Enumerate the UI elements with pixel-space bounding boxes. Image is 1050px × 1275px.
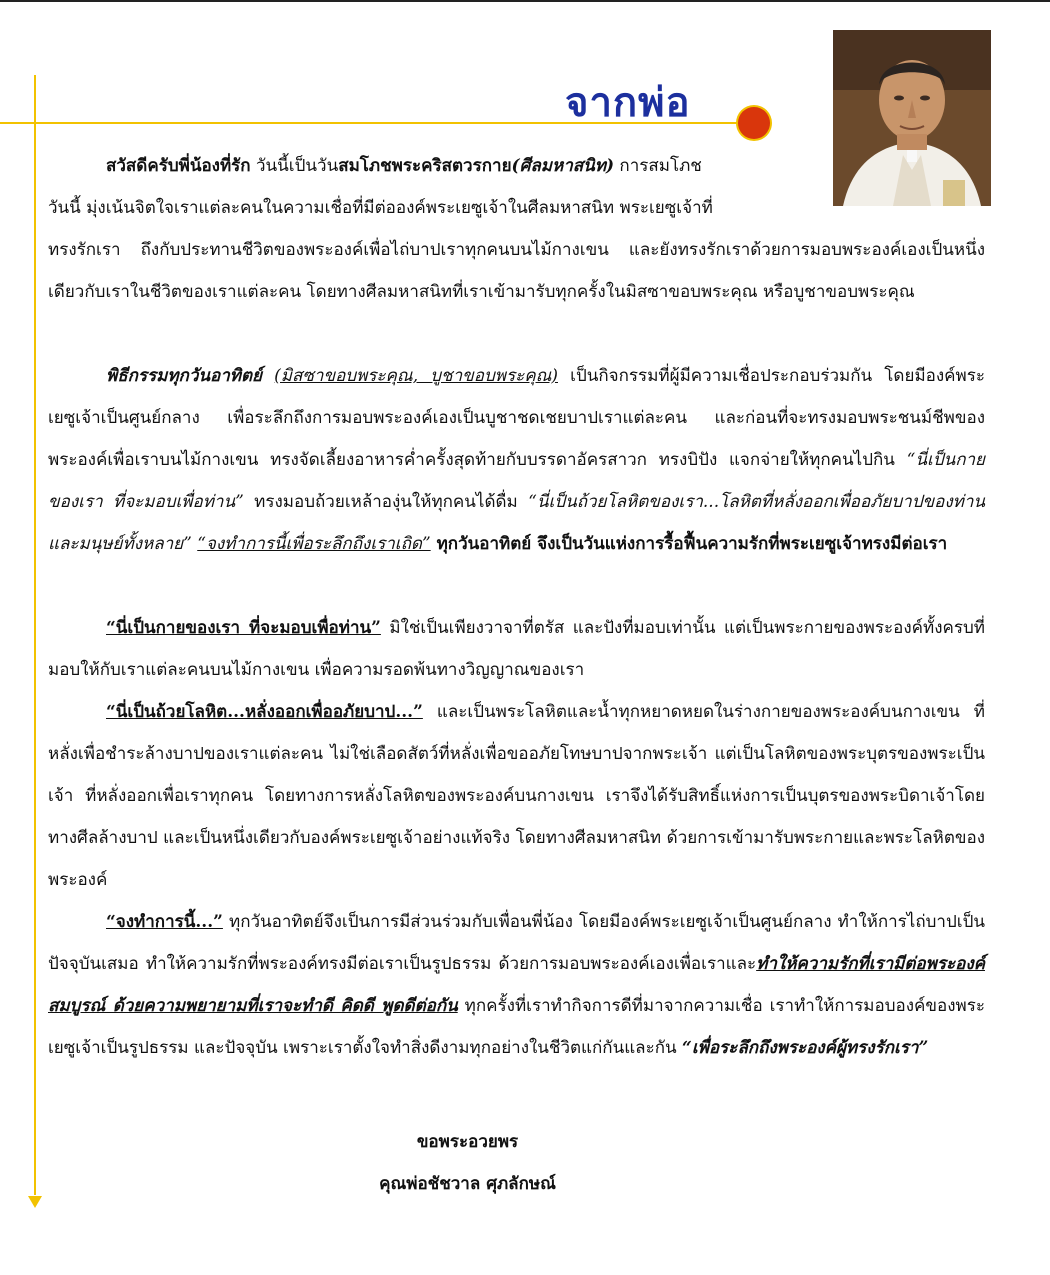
paragraph-5 bbox=[48, 901, 985, 1069]
p1-text-2: การสมโภช bbox=[614, 156, 702, 176]
paragraph-1 bbox=[48, 145, 985, 187]
p3-text-1: มิใช่เป็นเพียงวาจาที่ตรัส และปังที่มอบเท่านั้น แต่เป็นพระกายของพระองค์ทั้งครบที่มอบให้กับเราแต่ละคนบนไม้กางเขน เพื่อความรอดพ้นทางวิญญาณของเรา bbox=[48, 618, 985, 680]
paragraph-1-line-2 bbox=[48, 187, 828, 229]
blessing: ขอพระอวยพร bbox=[416, 1132, 519, 1152]
page-title: จากพ่อ bbox=[565, 80, 691, 126]
p1-text-1: วันนี้เป็นวัน bbox=[250, 156, 339, 176]
p2-text-3: ทุกวันอาทิตย์ จึงเป็นวันแห่งการรื้อฟื้นความรักที่พระเยซูเจ้าทรงมีต่อเรา bbox=[430, 534, 948, 554]
p2-lead: พิธีกรรมทุกวันอาทิตย์ bbox=[106, 366, 262, 386]
p2-quote-1: “นี่เป็นกายของเรา ที่จะมอบเพื่อท่าน” bbox=[48, 450, 985, 512]
p2-quote-2: “นี่เป็นถ้วยโลหิตของเรา...โลหิตที่หลั่งออกเพื่ออภัยบาปของท่าน และมนุษย์ทั้งหลาย” bbox=[48, 492, 985, 554]
p5-text-1: ทุกวันอาทิตย์จึงเป็นการมีส่วนร่วมกับเพื่อนพี่น้อง โดยมีองค์พระเยซูเจ้าเป็นศูนย์กลาง ทำให้การไถ่บาปเป็นปัจจุบันเสมอ ทำให้ความรักที่พระองค์ทรงมีต่อเราเป็นรูปธรรม ด้วยการมอบพระองค์เองเพื่อเราและ bbox=[48, 912, 985, 974]
p4-lead: “นี่เป็นถ้วยโลหิต...หลั่งออกเพื่ออภัยบาป...” bbox=[106, 702, 423, 722]
p5-text-2: ทุกครั้งที่เราทำกิจการดีที่มาจากความเชื่อ เราทำให้การมอบองค์ของพระเยซูเจ้าเป็นรูปธรรม และปัจจุบัน เพราะเราตั้งใจทำสิ่งดีงามทุกอย่างในชีวิตแก่กันและกัน bbox=[48, 996, 985, 1058]
paragraph-3 bbox=[48, 607, 985, 691]
paragraph-2 bbox=[48, 355, 985, 565]
top-border bbox=[0, 0, 1050, 2]
arrow-down-icon bbox=[28, 1196, 42, 1208]
author-signature: คุณพ่อชัชวาล ศุภลักษณ์ bbox=[379, 1174, 556, 1194]
paragraph-4 bbox=[48, 691, 985, 901]
greeting: สวัสดีครับพี่น้องที่รัก bbox=[106, 156, 251, 176]
p1-rest: ทรงรักเรา ถึงกับประทานชีวิตของพระองค์เพื่อไถ่บาปเราทุกคนบนไม้กางเขน และยังทรงรักเราด้วยการมอบพระองค์เองเป็นหนึ่งเดียวกับเราในชีวิตของเราแต่ละคน โดยทางศีลมหาสนิทที่เราเข้ามารับทุกครั้งในมิสซาขอบพระคุณ หรือบูชาขอบพระคุณ bbox=[48, 240, 985, 302]
p2-quote-3: “จงทำการนี้เพื่อระลึกถึงเราเถิด” bbox=[197, 534, 431, 554]
p1-line-2: วันนี้ มุ่งเน้นจิตใจเราแต่ละคนในความเชื่อที่มีต่อองค์พระเยซูเจ้าในศีลมหาสนิท พระเยซูเจ้าที่ bbox=[48, 198, 713, 218]
orange-dot-ornament bbox=[738, 107, 770, 139]
feast-paren: (ศีลมหาสนิท) bbox=[511, 156, 614, 176]
p5-closing-quote: “เพื่อระลึกถึงพระองค์ผู้ทรงรักเรา” bbox=[682, 1038, 929, 1058]
p2-text-2: ทรงมอบถ้วยเหล้าองุ่นให้ทุกคนได้ดื่ม bbox=[243, 492, 529, 512]
p2-text-1: เป็นกิจกรรมที่ผู้มีความเชื่อประกอบร่วมกัน โดยมีองค์พระเยซูเจ้าเป็นศูนย์กลาง เพื่อระลึกถึงการมอบพระองค์เองเป็นบูชาชดเชยบาปเราแต่ละคน และก่อนที่จะทรงมอบพระชนม์ชีพของพระองค์เพื่อเราบนไม้กางเขน ทรงจัดเลี้ยงอาหารค่ำครั้งสุดท้ายกับบรรดาอัครสาวก ทรงบิปัง แจกจ่ายให้ทุกคนไปกิน bbox=[48, 366, 985, 470]
p5-emphasis: ทำให้ความรักที่เรามีต่อพระองค์สมบูรณ์ ด้วยความพยายามที่เราจะทำดี คิดดี พูดดีต่อกัน bbox=[48, 954, 985, 1016]
p3-lead: “นี่เป็นกายของเรา ที่จะมอบเพื่อท่าน” bbox=[106, 618, 381, 638]
p4-text-1: และเป็นพระโลหิตและน้ำทุกหยาดหยดในร่างกายของพระองค์บนกางเขน ที่หลั่งเพื่อชำระล้างบาปของเราแต่ละคน ไม่ใช่เลือดสัตว์ที่หลั่งเพื่อขออภัยโทษบาปจากพระเจ้า แต่เป็นโลหิตของพระบุตรของพระเป็นเจ้า ที่หลั่งออกเพื่อเราทุกคน โดยทางการหลั่งโลหิตของพระองค์บนกางเขน เราจึงได้รับสิทธิ์แห่งการเป็นบุตรของพระบิดาเจ้าโดยทางศีลล้างบาป และเป็นหนึ่งเดียวกับองค์พระเยซูเจ้าอย่างแท้จริง โดยทางศีลมหาสนิท ด้วยการเข้ามารับพระกายและพระโลหิตของพระองค์ bbox=[48, 702, 985, 890]
p2-lead-paren: (มิสซาขอบพระคุณ, บูชาขอบพระคุณ) bbox=[274, 366, 558, 386]
feast-name: สมโภชพระคริสตวรกาย bbox=[338, 156, 512, 176]
p5-lead: “จงทำการนี้...” bbox=[106, 912, 223, 932]
paragraph-1-rest bbox=[48, 229, 985, 313]
vertical-rule bbox=[34, 75, 36, 1195]
